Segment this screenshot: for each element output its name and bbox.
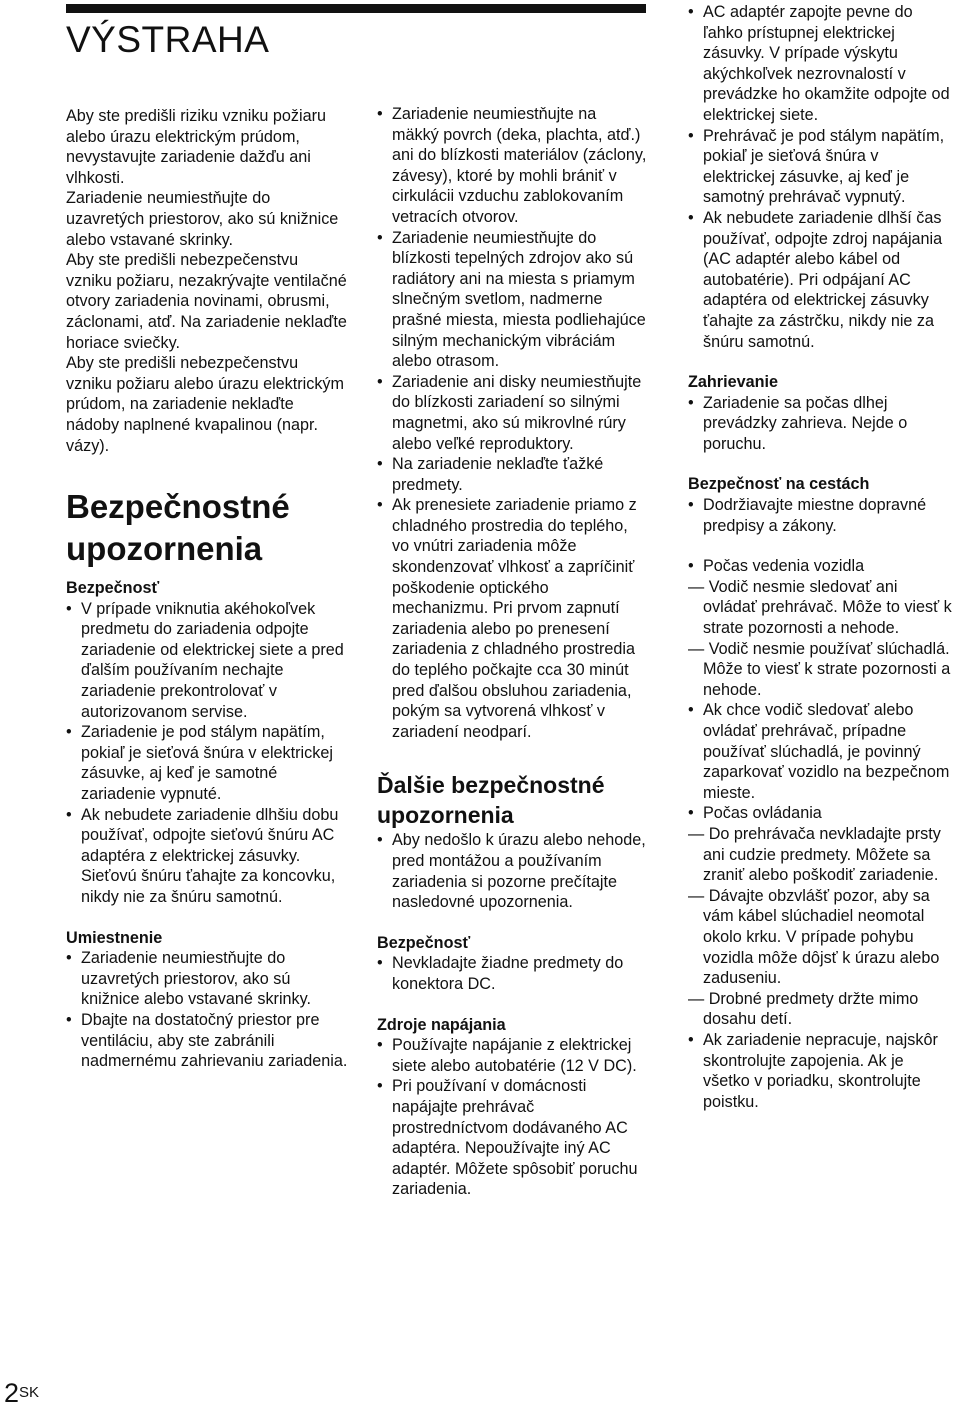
list-item: • Počas vedenia vozidla [688, 556, 954, 577]
list-item: • Zariadenie ani disky neumiestňujte do blízkosti zariadení so silnými magnetmi, ako sú mikrovlné rúry alebo veľké reproduktory. [377, 372, 647, 454]
dash-item [688, 886, 954, 989]
list-item: • Zariadenie je pod stálym napätím, pokiaľ je sieťová šnúra v elektrickej zásuvke, aj keď je samotné zariadenie vypnuté. [66, 722, 348, 804]
list-item: • Zariadenie sa počas dlhej prevádzky zahrieva. Nejde o poruchu. [688, 393, 954, 455]
safety-heading: Bezpečnostné upozornenia [66, 488, 290, 568]
list-item: • Ak prenesiete zariadenie priamo z chladného prostredia do teplého, vo vnútri zariadenia môže skondenzovať vlhkosť a zapríčiniť poškodenie optického mechanizmu. Pri prvom zapnutí zariadenia alebo po prenesení zariadenia z chladného prostredia do teplého počkajte cca 30 minút pred ďalšou obsluhou zariadenia, pokým sa vytvorená vlhkosť v zariadení neodparí. [377, 495, 647, 742]
warning-para-4: Aby ste predišli nebezpečenstvu vzniku požiaru alebo úrazu elektrickým prúdom, na zariadenie neklaďte nádoby naplnené kvapalinou (napr. vázy). [66, 354, 345, 455]
dash-item-text: — Vodič nesmie sledovať ani ovládať prehrávač. Môže to viesť k strate pozornosti a nehode. [688, 577, 952, 638]
list-item: • Dodržiavajte miestne dopravné predpisy a zákony. [688, 495, 954, 536]
road-list-2 [688, 556, 954, 1112]
placement-list-continued [377, 104, 647, 742]
list-item: • Zariadenie neumiestňujte do blízkosti tepelných zdrojov ako sú radiátory ani na miesta s priamym slnečným svetlom, nadmerne prašné miesta, miesta podliehajúce silným mechanickým vibráciám alebo otrasom. [377, 228, 647, 372]
warning-para-1: Aby ste predišli riziku vzniku požiaru alebo úrazu elektrickým prúdom, nevystavujte zariadenie dažďu ani vlhkosti. [66, 107, 327, 187]
safety-list [66, 599, 348, 908]
list-item: • Prehrávač je pod stálym napätím, pokiaľ je sieťová šnúra v elektrickej zásuvke, aj keď je samotný prehrávač vypnutý. [688, 126, 954, 208]
language-code: SK [19, 1384, 40, 1401]
more-safety-heading: Ďalšie bezpečnostné upozornenia [377, 772, 605, 829]
road-list [688, 495, 954, 536]
dash-item [688, 824, 954, 886]
road-subheading: Bezpečnosť na cestách [688, 475, 870, 494]
list-item: • Počas ovládania [688, 803, 954, 824]
page-number-value: 2 [4, 1378, 20, 1408]
power-list [377, 1035, 647, 1200]
list-item: • Zariadenie neumiestňujte na mäkký povrch (deka, plachta, atď.) ani do blízkosti materiálov (záclony, závesy), ktoré by mohli brániť v cirkulácii vzduchu zablokovaním vetracích otvorov. [377, 104, 647, 228]
safety-subheading-2: Bezpečnosť [377, 933, 471, 952]
list-item: • Pri používaní v domácnosti napájajte prehrávač prostredníctvom dodávaného AC adaptéra. Nepoužívajte iný AC adaptér. Môžete spôsobiť poruchu zariadenia. [377, 1076, 647, 1200]
column-right [688, 2, 954, 1112]
power-list-continued [688, 2, 954, 352]
list-item: • Dbajte na dostatočný priestor pre ventiláciu, aby ste zabránili nadmernému zahrievaniu zariadenia. [66, 1010, 348, 1072]
column-left [66, 0, 348, 1072]
power-subheading: Zdroje napájania [377, 1015, 506, 1034]
warning-title: VÝSTRAHA [66, 19, 270, 60]
list-item: • Ak zariadenie nepracuje, najskôr skontrolujte zapojenia. Ak je všetko v poriadku, skontrolujte poistku. [688, 1030, 954, 1112]
placement-subheading: Umiestnenie [66, 928, 163, 947]
heat-subheading: Zahrievanie [688, 373, 778, 392]
safety-list-2 [377, 953, 647, 994]
warning-para-3: Aby ste predišli nebezpečenstvu vzniku požiaru, nezakrývajte ventilačné otvory zariadenia novinami, obrusmi, záclonami, atď. Na zariadenie neklaďte horiace sviečky. [66, 251, 347, 352]
list-item: • Nevkladajte žiadne predmety do konektora DC. [377, 953, 647, 994]
heat-list [688, 393, 954, 455]
list-item: • Ak nebudete zariadenie dlhší čas používať, odpojte zdroj napájania (AC adaptér alebo kábel od autobatérie). Pri odpájaní AC adaptéra od elektrickej zásuvky ťahajte za zástrčku, nikdy nie za šnúru samotnú. [688, 208, 954, 352]
dash-item-text: — Do prehrávača nevkladajte prsty ani cudzie predmety. Môžete sa zraniť alebo poškodiť zariadenie. [688, 824, 941, 885]
dash-item-text: — Drobné predmety držte mimo dosahu detí. [688, 989, 919, 1029]
dash-item-text: — Dávajte obzvlášť pozor, aby sa vám kábel slúchadiel neomotal okolo krku. V prípade pohybu vozidla môže dôjsť k úrazu alebo zaduseniu. [688, 886, 940, 988]
list-item: • AC adaptér zapojte pevne do ľahko prístupnej elektrickej zásuvky. V prípade výskytu akýchkoľvek nezrovnalostí v prevádzke ho okamžite odpojte od elektrickej siete. [688, 2, 954, 126]
dash-item-text: — Vodič nesmie používať slúchadlá. Môže to viesť k strate pozornosti a nehode. [688, 639, 951, 699]
list-item: • Ak chce vodič sledovať alebo ovládať prehrávač, prípadne používať slúchadlá, je povinný zaparkovať vozidlo na bezpečnom mieste. [688, 700, 954, 803]
dash-item [688, 577, 954, 639]
dash-item [688, 639, 954, 701]
list-item: • Zariadenie neumiestňujte do uzavretých priestorov, ako sú knižnice alebo vstavané skrinky. [66, 948, 348, 1010]
placement-list [66, 948, 348, 1072]
list-item: • Na zariadenie neklaďte ťažké predmety. [377, 454, 647, 495]
safety-subheading: Bezpečnosť [66, 579, 160, 598]
list-item: • V prípade vniknutia akéhokoľvek predmetu do zariadenia odpojte zariadenie od elektrickej siete a pred ďalším používaním nechajte zariadenie prekontrolovať v autorizovanom servise. [66, 599, 348, 723]
column-middle [377, 104, 647, 1200]
list-item: • Ak nebudete zariadenie dlhšiu dobu používať, odpojte sieťovú šnúru AC adaptéra z elektrickej zásuvky. Sieťovú šnúru ťahajte za koncovku, nikdy nie za šnúru samotnú. [66, 805, 348, 908]
list-item: • Aby nedošlo k úrazu alebo nehode, pred montážou a používaním zariadenia si pozorne prečítajte nasledovné upozornenia. [377, 830, 647, 912]
list-item: • Používajte napájanie z elektrickej siete alebo autobatérie (12 V DC). [377, 1035, 647, 1076]
warning-para-2: Zariadenie neumiestňujte do uzavretých priestorov, ako sú knižnice alebo vstavané skrinky. [66, 189, 339, 249]
page-number [4, 1378, 39, 1408]
dash-item [688, 989, 954, 1030]
intro-list [377, 830, 647, 912]
